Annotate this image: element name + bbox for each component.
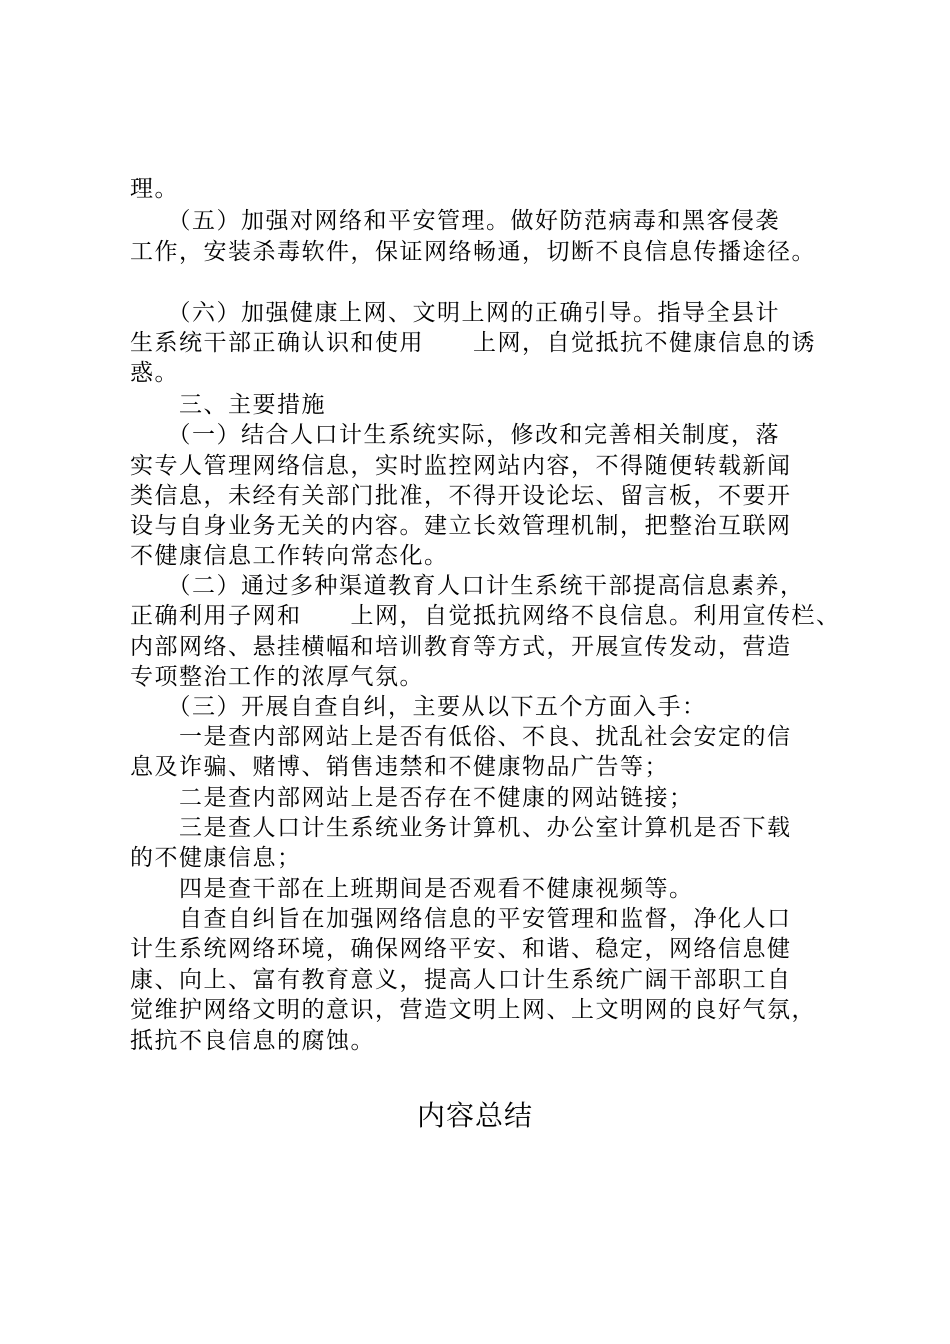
text-line: 理。 xyxy=(130,176,179,202)
text-line: 工作，安装杀毒软件，保证网络畅通，切断不良信息传播途径。 xyxy=(130,239,816,265)
section-heading: 三、主要措施 xyxy=(130,392,326,418)
text-line: （二）通过多种渠道教育人口计生系统干部提高信息素养， xyxy=(130,573,805,599)
text-line: 康、向上、富有教育意义，提高人口计生系统广阔干部职工自 xyxy=(130,967,792,993)
text-line: 计生系统网络环境，确保网络平安、和谐、稳定，网络信息健 xyxy=(130,936,792,962)
text-line: 四是查干部在上班期间是否观看不健康视频等。 xyxy=(130,876,694,902)
text-line: （五）加强对网络和平安管理。做好防范病毒和黑客侵袭 xyxy=(130,208,780,234)
text-line: （三）开展自查自纠，主要从以下五个方面入手： xyxy=(130,694,707,720)
text-line: 正确利用子网和 上网，自觉抵抗网络不良信息。利用宣传栏、 xyxy=(130,603,841,629)
text-line: 内部网络、悬挂横幅和培训教育等方式，开展宣传发动，营造 xyxy=(130,634,792,660)
text-line: （一）结合人口计生系统实际，修改和完善相关制度，落 xyxy=(130,422,780,448)
text-line: 设与自身业务无关的内容。建立长效管理机制，把整治互联网 xyxy=(130,513,792,539)
text-line: 惑。 xyxy=(130,360,179,386)
text-line: 专项整治工作的浓厚气氛。 xyxy=(130,664,424,690)
text-line: 三是查人口计生系统业务计算机、办公室计算机是否下载 xyxy=(130,815,792,841)
text-line: 息及诈骗、赌博、销售违禁和不健康物品广告等； xyxy=(130,754,669,780)
text-line: 一是查内部网站上是否有低俗、不良、扰乱社会安定的信 xyxy=(130,724,792,750)
text-line: 自查自纠旨在加强网络信息的平安管理和监督，净化人口 xyxy=(130,906,792,932)
text-line: 二是查内部网站上是否存在不健康的网站链接； xyxy=(130,785,694,811)
text-line: 不健康信息工作转向常态化。 xyxy=(130,543,449,569)
text-line: 实专人管理网络信息，实时监控网站内容，不得随便转载新闻 xyxy=(130,453,792,479)
text-line: 生系统干部正确认识和使用 上网，自觉抵抗不健康信息的诱 xyxy=(130,330,816,356)
text-line: 觉维护网络文明的意识，营造文明上网、上文明网的良好气氛， xyxy=(130,997,816,1023)
text-line: 的不健康信息； xyxy=(130,845,302,871)
text-line: 抵抗不良信息的腐蚀。 xyxy=(130,1028,375,1054)
text-line: 类信息，未经有关部门批准，不得开设论坛、留言板，不要开 xyxy=(130,483,792,509)
text-line: （六）加强健康上网、文明上网的正确引导。指导全县计 xyxy=(130,300,780,326)
summary-heading: 内容总结 xyxy=(416,1099,533,1132)
